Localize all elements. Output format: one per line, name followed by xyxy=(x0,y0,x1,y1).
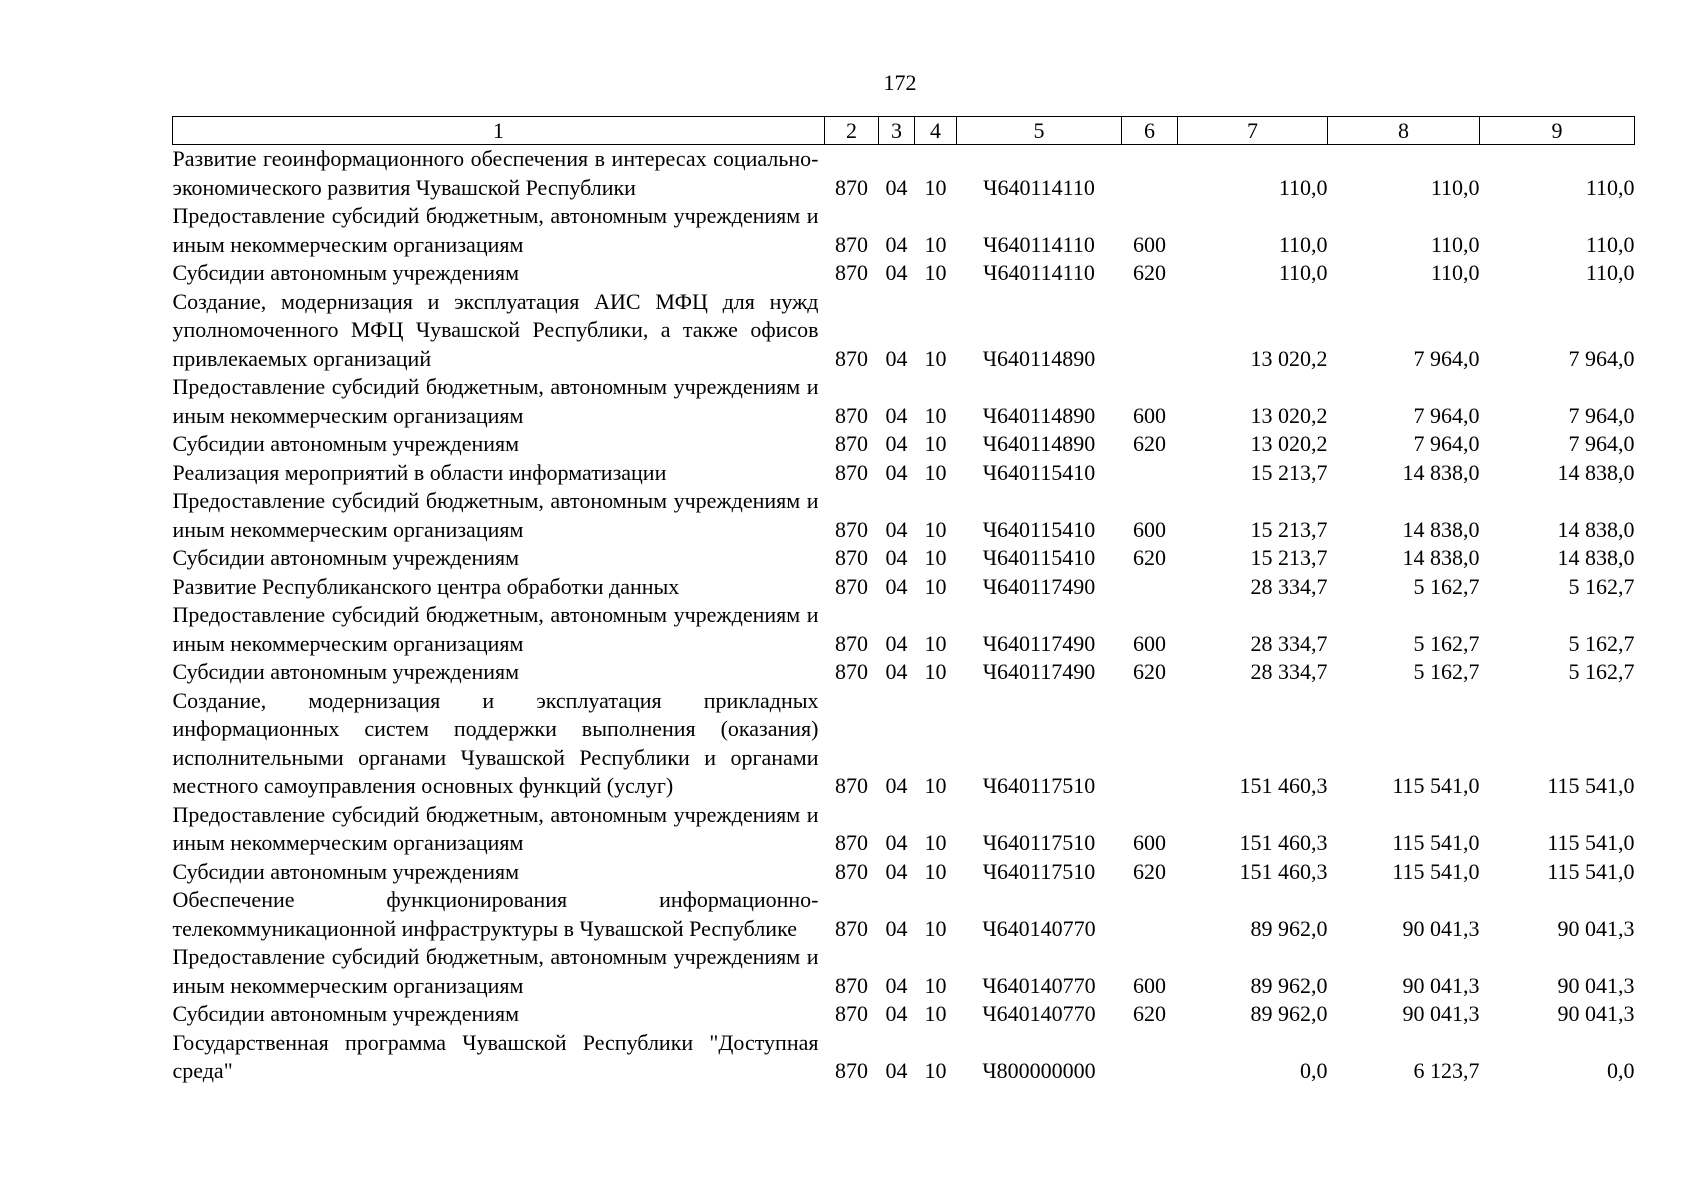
row-subsection-code: 10 xyxy=(924,231,947,257)
row-value-col7: 110,0 xyxy=(1278,231,1328,257)
header-col-1: 1 xyxy=(173,117,825,145)
row-section-code: 04 xyxy=(885,431,908,456)
table-header xyxy=(173,117,1635,145)
row-value-col9: 110,0 xyxy=(1585,231,1635,257)
row-value-col7: 151 460,3 xyxy=(1239,830,1328,855)
table-row xyxy=(173,601,1635,658)
row-value-col9: 110,0 xyxy=(1585,174,1635,200)
table-row xyxy=(173,430,1635,459)
row-target-article: Ч640117510 xyxy=(982,830,1096,855)
row-section-code: 04 xyxy=(885,858,908,884)
table-row xyxy=(173,573,1635,602)
row-subsection-code: 10 xyxy=(924,1001,947,1026)
row-section-code: 04 xyxy=(885,630,908,656)
row-value-col8: 5 162,7 xyxy=(1413,630,1480,656)
row-name: Предоставление субсидий бюджетным, автономным учреждениям и иным некоммерческим организациям xyxy=(172,944,819,998)
row-expense-type xyxy=(1122,1029,1178,1086)
header-row xyxy=(173,117,1635,145)
row-section-code: 04 xyxy=(885,345,908,371)
row-target-article: Ч640115410 xyxy=(982,459,1096,485)
row-name: Обеспечение функционирования информационно-телекоммуникационной инфраструктуры в Чувашской Республике xyxy=(172,887,819,941)
row-value-col9: 5 162,7 xyxy=(1568,573,1635,599)
row-section-code: 04 xyxy=(885,1058,908,1083)
row-ministry-code: 870 xyxy=(835,545,868,570)
row-target-article: Ч640117490 xyxy=(982,573,1096,599)
row-target-article: Ч640140770 xyxy=(982,915,1096,941)
row-name: Субсидии автономным учреждениям xyxy=(172,545,520,570)
row-target-article: Ч640115410 xyxy=(982,545,1096,570)
row-value-col8: 7 964,0 xyxy=(1413,345,1480,371)
table-body xyxy=(173,145,1635,1086)
row-value-col9: 90 041,3 xyxy=(1557,1001,1635,1026)
row-ministry-code: 870 xyxy=(835,459,868,485)
row-value-col7: 13 020,2 xyxy=(1250,431,1328,456)
row-expense-type: 620 xyxy=(1133,260,1166,285)
table-row xyxy=(173,259,1635,288)
table-row xyxy=(173,1000,1635,1029)
row-expense-type: 600 xyxy=(1133,402,1166,428)
header-col-4: 4 xyxy=(915,117,957,145)
row-ministry-code: 870 xyxy=(835,431,868,456)
table-row xyxy=(173,858,1635,887)
row-subsection-code: 10 xyxy=(924,573,947,599)
row-value-col7: 28 334,7 xyxy=(1250,630,1328,656)
row-value-col9: 14 838,0 xyxy=(1557,459,1635,485)
row-subsection-code: 10 xyxy=(924,516,947,542)
table-row xyxy=(173,373,1635,430)
row-name: Реализация мероприятий в области информатизации xyxy=(172,459,667,485)
row-value-col9: 115 541,0 xyxy=(1547,773,1635,798)
row-value-col8: 90 041,3 xyxy=(1402,915,1480,941)
row-value-col8: 110,0 xyxy=(1430,231,1480,257)
row-value-col7: 110,0 xyxy=(1278,260,1328,285)
row-value-col8: 7 964,0 xyxy=(1413,402,1480,428)
row-target-article: Ч640117490 xyxy=(982,630,1096,656)
header-col-7: 7 xyxy=(1178,117,1328,145)
row-section-code: 04 xyxy=(885,459,908,485)
page-number: 172 xyxy=(883,70,917,95)
row-subsection-code: 10 xyxy=(924,830,947,855)
row-name: Субсидии автономным учреждениям xyxy=(172,260,520,285)
row-expense-type: 600 xyxy=(1133,630,1166,656)
row-target-article: Ч640117510 xyxy=(982,773,1096,798)
row-section-code: 04 xyxy=(885,830,908,855)
header-col-6: 6 xyxy=(1122,117,1178,145)
row-ministry-code: 870 xyxy=(835,1001,868,1026)
row-subsection-code: 10 xyxy=(924,972,947,998)
row-value-col7: 15 213,7 xyxy=(1250,459,1328,485)
row-target-article: Ч640114110 xyxy=(983,174,1095,200)
row-value-col7: 15 213,7 xyxy=(1250,516,1328,542)
row-section-code: 04 xyxy=(885,1001,908,1026)
row-expense-type xyxy=(1122,886,1178,943)
table-row xyxy=(173,687,1635,801)
row-ministry-code: 870 xyxy=(835,260,868,285)
row-ministry-code: 870 xyxy=(835,915,868,941)
row-subsection-code: 10 xyxy=(924,915,947,941)
row-value-col8: 110,0 xyxy=(1430,260,1480,285)
row-target-article: Ч640114890 xyxy=(982,345,1096,371)
row-subsection-code: 10 xyxy=(924,174,947,200)
header-col-2: 2 xyxy=(825,117,879,145)
row-expense-type: 620 xyxy=(1133,659,1166,684)
row-value-col7: 28 334,7 xyxy=(1250,659,1328,684)
row-value-col8: 115 541,0 xyxy=(1392,830,1480,855)
row-section-code: 04 xyxy=(885,773,908,798)
row-subsection-code: 10 xyxy=(924,858,947,884)
row-name: Предоставление субсидий бюджетным, автономным учреждениям и иным некоммерческим организациям xyxy=(172,602,819,656)
row-name: Субсидии автономным учреждениям xyxy=(172,858,520,884)
row-value-col8: 110,0 xyxy=(1430,174,1480,200)
row-value-col7: 89 962,0 xyxy=(1250,915,1328,941)
row-subsection-code: 10 xyxy=(924,345,947,371)
row-expense-type: 600 xyxy=(1133,830,1166,855)
row-subsection-code: 10 xyxy=(924,260,947,285)
row-name: Предоставление субсидий бюджетным, автономным учреждениям и иным некоммерческим организациям xyxy=(172,374,819,428)
row-value-col8: 115 541,0 xyxy=(1392,858,1480,884)
row-subsection-code: 10 xyxy=(924,1058,947,1083)
header-col-8: 8 xyxy=(1328,117,1480,145)
row-expense-type xyxy=(1122,145,1178,203)
row-target-article: Ч640114110 xyxy=(983,231,1095,257)
row-value-col8: 5 162,7 xyxy=(1413,659,1480,684)
table-row xyxy=(173,544,1635,573)
row-value-col9: 7 964,0 xyxy=(1568,345,1635,371)
row-value-col9: 90 041,3 xyxy=(1557,915,1635,941)
row-ministry-code: 870 xyxy=(835,231,868,257)
header-col-5: 5 xyxy=(957,117,1122,145)
row-section-code: 04 xyxy=(885,402,908,428)
row-section-code: 04 xyxy=(885,231,908,257)
row-expense-type xyxy=(1122,687,1178,801)
row-subsection-code: 10 xyxy=(924,659,947,684)
row-ministry-code: 870 xyxy=(835,516,868,542)
row-target-article: Ч640114110 xyxy=(983,260,1095,285)
row-ministry-code: 870 xyxy=(835,174,868,200)
row-value-col7: 13 020,2 xyxy=(1250,345,1328,371)
row-section-code: 04 xyxy=(885,260,908,285)
row-target-article: Ч640115410 xyxy=(982,516,1096,542)
row-ministry-code: 870 xyxy=(835,830,868,855)
row-value-col7: 15 213,7 xyxy=(1250,545,1328,570)
row-value-col9: 14 838,0 xyxy=(1557,516,1635,542)
row-ministry-code: 870 xyxy=(835,345,868,371)
row-expense-type: 620 xyxy=(1133,858,1166,884)
row-name: Создание, модернизация и эксплуатация АИС МФЦ для нужд уполномоченного МФЦ Чувашской Республики, а также офисов привлекаемых организаций xyxy=(172,288,819,371)
row-expense-type: 620 xyxy=(1133,1001,1166,1026)
row-expense-type: 600 xyxy=(1133,972,1166,998)
row-ministry-code: 870 xyxy=(835,402,868,428)
row-ministry-code: 870 xyxy=(835,659,868,684)
row-target-article: Ч640114890 xyxy=(982,402,1096,428)
row-value-col7: 89 962,0 xyxy=(1250,972,1328,998)
header-col-9: 9 xyxy=(1480,117,1635,145)
row-target-article: Ч640117510 xyxy=(982,858,1096,884)
row-value-col9: 14 838,0 xyxy=(1557,545,1635,570)
table-row xyxy=(173,886,1635,943)
row-section-code: 04 xyxy=(885,545,908,570)
table-row xyxy=(173,1029,1635,1086)
row-target-article: Ч800000000 xyxy=(982,1058,1096,1083)
table-row xyxy=(173,202,1635,259)
row-value-col8: 115 541,0 xyxy=(1392,773,1480,798)
row-section-code: 04 xyxy=(885,659,908,684)
row-value-col8: 7 964,0 xyxy=(1413,431,1480,456)
budget-table xyxy=(172,116,1635,1086)
table-row xyxy=(173,145,1635,203)
row-target-article: Ч640140770 xyxy=(982,1001,1096,1026)
row-subsection-code: 10 xyxy=(924,773,947,798)
row-expense-type: 600 xyxy=(1133,516,1166,542)
row-ministry-code: 870 xyxy=(835,773,868,798)
row-name: Развитие геоинформационного обеспечения в интересах социально-экономического развития Чувашской Республики xyxy=(172,146,819,200)
table-row xyxy=(173,943,1635,1000)
row-subsection-code: 10 xyxy=(924,545,947,570)
table-row xyxy=(173,459,1635,488)
row-subsection-code: 10 xyxy=(924,431,947,456)
row-value-col9: 0,0 xyxy=(1607,1058,1635,1083)
row-ministry-code: 870 xyxy=(835,630,868,656)
row-ministry-code: 870 xyxy=(835,573,868,599)
row-section-code: 04 xyxy=(885,516,908,542)
row-value-col9: 115 541,0 xyxy=(1547,830,1635,855)
row-section-code: 04 xyxy=(885,573,908,599)
row-value-col9: 7 964,0 xyxy=(1568,431,1635,456)
table-row xyxy=(173,801,1635,858)
row-value-col9: 7 964,0 xyxy=(1568,402,1635,428)
row-value-col7: 13 020,2 xyxy=(1250,402,1328,428)
row-value-col7: 0,0 xyxy=(1300,1058,1328,1083)
row-value-col8: 6 123,7 xyxy=(1413,1058,1480,1083)
row-value-col8: 90 041,3 xyxy=(1402,972,1480,998)
row-value-col9: 5 162,7 xyxy=(1568,630,1635,656)
row-target-article: Ч640114890 xyxy=(982,431,1096,456)
row-name: Субсидии автономным учреждениям xyxy=(172,659,520,684)
row-value-col7: 151 460,3 xyxy=(1239,858,1328,884)
row-subsection-code: 10 xyxy=(924,402,947,428)
row-value-col7: 28 334,7 xyxy=(1250,573,1328,599)
row-value-col9: 115 541,0 xyxy=(1547,858,1635,884)
table-row xyxy=(173,288,1635,374)
row-name: Предоставление субсидий бюджетным, автономным учреждениям и иным некоммерческим организациям xyxy=(172,203,819,257)
row-name: Создание, модернизация и эксплуатация прикладных информационных систем поддержки выполнения (оказания) исполнительными органами Чувашской Республики и органами местного самоуправления основных функций (услуг) xyxy=(172,687,819,798)
row-ministry-code: 870 xyxy=(835,1058,868,1083)
row-name: Субсидии автономным учреждениям xyxy=(172,431,520,456)
row-target-article: Ч640140770 xyxy=(982,972,1096,998)
table-row xyxy=(173,487,1635,544)
row-value-col8: 5 162,7 xyxy=(1413,573,1480,599)
table-row xyxy=(173,658,1635,687)
row-name: Субсидии автономным учреждениям xyxy=(172,1001,520,1026)
row-value-col8: 14 838,0 xyxy=(1402,516,1480,542)
row-expense-type xyxy=(1122,288,1178,374)
row-expense-type: 620 xyxy=(1133,545,1166,570)
row-name: Государственная программа Чувашской Республики "Доступная среда" xyxy=(172,1029,819,1083)
row-expense-type xyxy=(1122,459,1178,488)
row-expense-type: 600 xyxy=(1133,231,1166,257)
row-name: Предоставление субсидий бюджетным, автономным учреждениям и иным некоммерческим организациям xyxy=(172,801,819,855)
row-section-code: 04 xyxy=(885,972,908,998)
row-value-col7: 89 962,0 xyxy=(1250,1001,1328,1026)
header-col-3: 3 xyxy=(879,117,915,145)
row-expense-type: 620 xyxy=(1133,431,1166,456)
row-ministry-code: 870 xyxy=(835,972,868,998)
row-value-col8: 14 838,0 xyxy=(1402,545,1480,570)
row-subsection-code: 10 xyxy=(924,630,947,656)
row-name: Предоставление субсидий бюджетным, автономным учреждениям и иным некоммерческим организациям xyxy=(172,488,819,542)
row-ministry-code: 870 xyxy=(835,858,868,884)
row-value-col9: 110,0 xyxy=(1585,260,1635,285)
row-value-col9: 5 162,7 xyxy=(1568,659,1635,684)
row-name: Развитие Республиканского центра обработки данных xyxy=(172,573,680,599)
row-expense-type xyxy=(1122,573,1178,602)
row-value-col7: 110,0 xyxy=(1278,174,1328,200)
row-section-code: 04 xyxy=(885,174,908,200)
row-target-article: Ч640117490 xyxy=(982,659,1096,684)
row-value-col8: 14 838,0 xyxy=(1402,459,1480,485)
row-subsection-code: 10 xyxy=(924,459,947,485)
row-section-code: 04 xyxy=(885,915,908,941)
row-value-col9: 90 041,3 xyxy=(1557,972,1635,998)
row-value-col8: 90 041,3 xyxy=(1402,1001,1480,1026)
row-value-col7: 151 460,3 xyxy=(1239,773,1328,798)
